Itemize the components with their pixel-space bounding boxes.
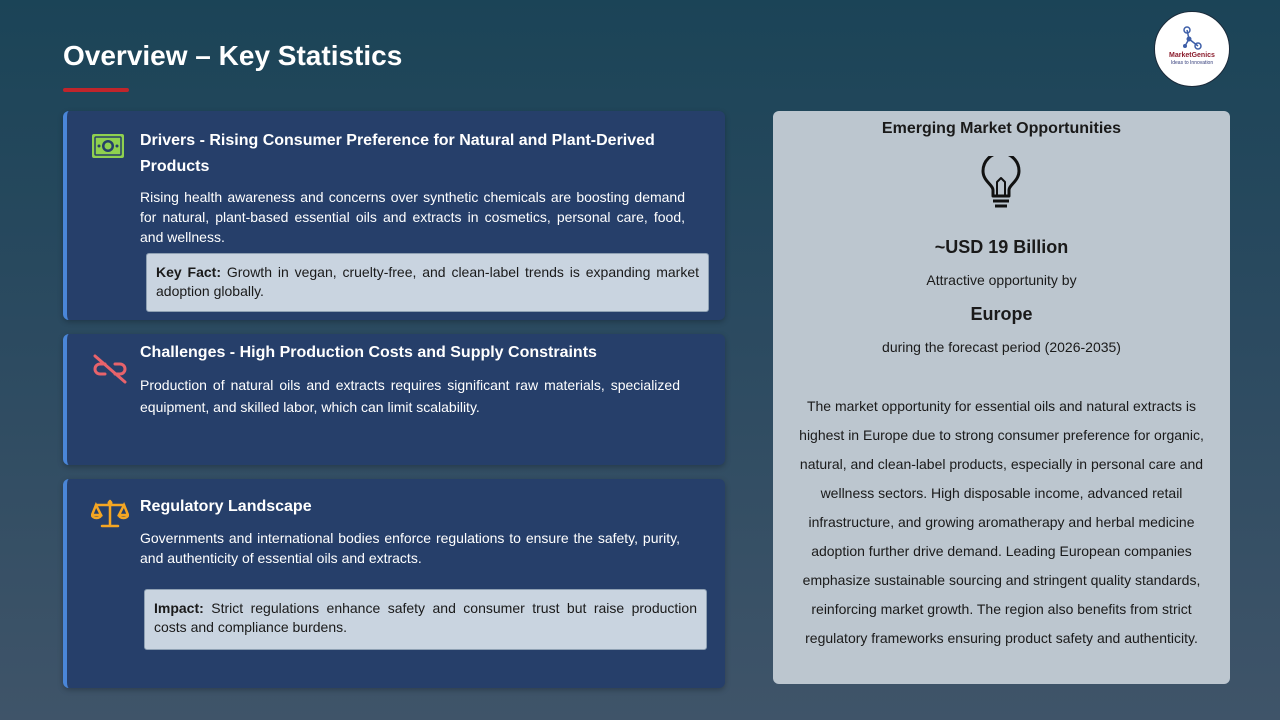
logo-name: MarketGenics (1169, 52, 1215, 59)
challenges-card (63, 334, 725, 465)
opportunity-panel (773, 111, 1230, 684)
opportunity-subtitle: Attractive opportunity by (926, 272, 1077, 288)
key-fact-text: Growth in vegan, cruelty-free, and clean-label trends is expanding market adoption globally. (156, 264, 699, 299)
title-underline (63, 88, 129, 92)
impact-box (144, 589, 707, 650)
drivers-title: Drivers - Rising Consumer Preference for Natural and Plant-Derived Products (140, 132, 655, 175)
regulatory-title: Regulatory Landscape (140, 498, 312, 515)
key-fact-label: Key Fact: (156, 264, 221, 280)
drivers-description: Rising health awareness and concerns over synthetic chemicals are boosting demand for natural, plant-based essential oils and extracts in cosmetics, personal care, food, and wellness. (140, 189, 685, 245)
forecast-period: during the forecast period (2026-2035) (882, 339, 1121, 355)
broken-link-icon (91, 354, 129, 389)
opportunity-title: Emerging Market Opportunities (881, 120, 1122, 137)
company-logo (1154, 11, 1230, 87)
opportunity-region: Europe (970, 304, 1033, 324)
impact-label: Impact: (154, 600, 204, 616)
balance-scale-icon (91, 498, 129, 535)
drivers-card (63, 111, 725, 320)
lightbulb-icon (978, 156, 1024, 217)
impact-text: Strict regulations enhance safety and consumer trust but raise production costs and compliance burdens. (154, 600, 697, 635)
page-title: Overview – Key Statistics (63, 40, 403, 71)
regulatory-card (63, 479, 725, 688)
opportunity-amount: ~USD 19 Billion (934, 237, 1069, 257)
opportunity-body: The market opportunity for essential oils and natural extracts is highest in Europe due to strong consumer preference for organic, natural, and clean-label products, especially in personal care and wellness sectors. High disposable income, advanced retail infrastructure, and growing aromatherapy and herbal medicine adoption further drive demand. Leading European companies emphasize sustainable sourcing and stringent quality standards, reinforcing market growth. The region also benefits from strict regulatory frameworks ensuring product safety and authenticity. (799, 398, 1204, 646)
logo-network-icon (1181, 26, 1203, 50)
money-bill-icon (91, 133, 125, 164)
regulatory-description: Governments and international bodies enforce regulations to ensure the safety, purity, and authenticity of essential oils and extracts. (140, 530, 680, 566)
logo-tagline: Ideas to Innovation (1170, 60, 1214, 66)
key-fact-box (146, 253, 709, 312)
challenges-description: Production of natural oils and extracts requires significant raw materials, specialized equipment, and skilled labor, which can limit scalability. (140, 377, 680, 415)
challenges-title: Challenges - High Production Costs and Supply Constraints (140, 344, 597, 361)
